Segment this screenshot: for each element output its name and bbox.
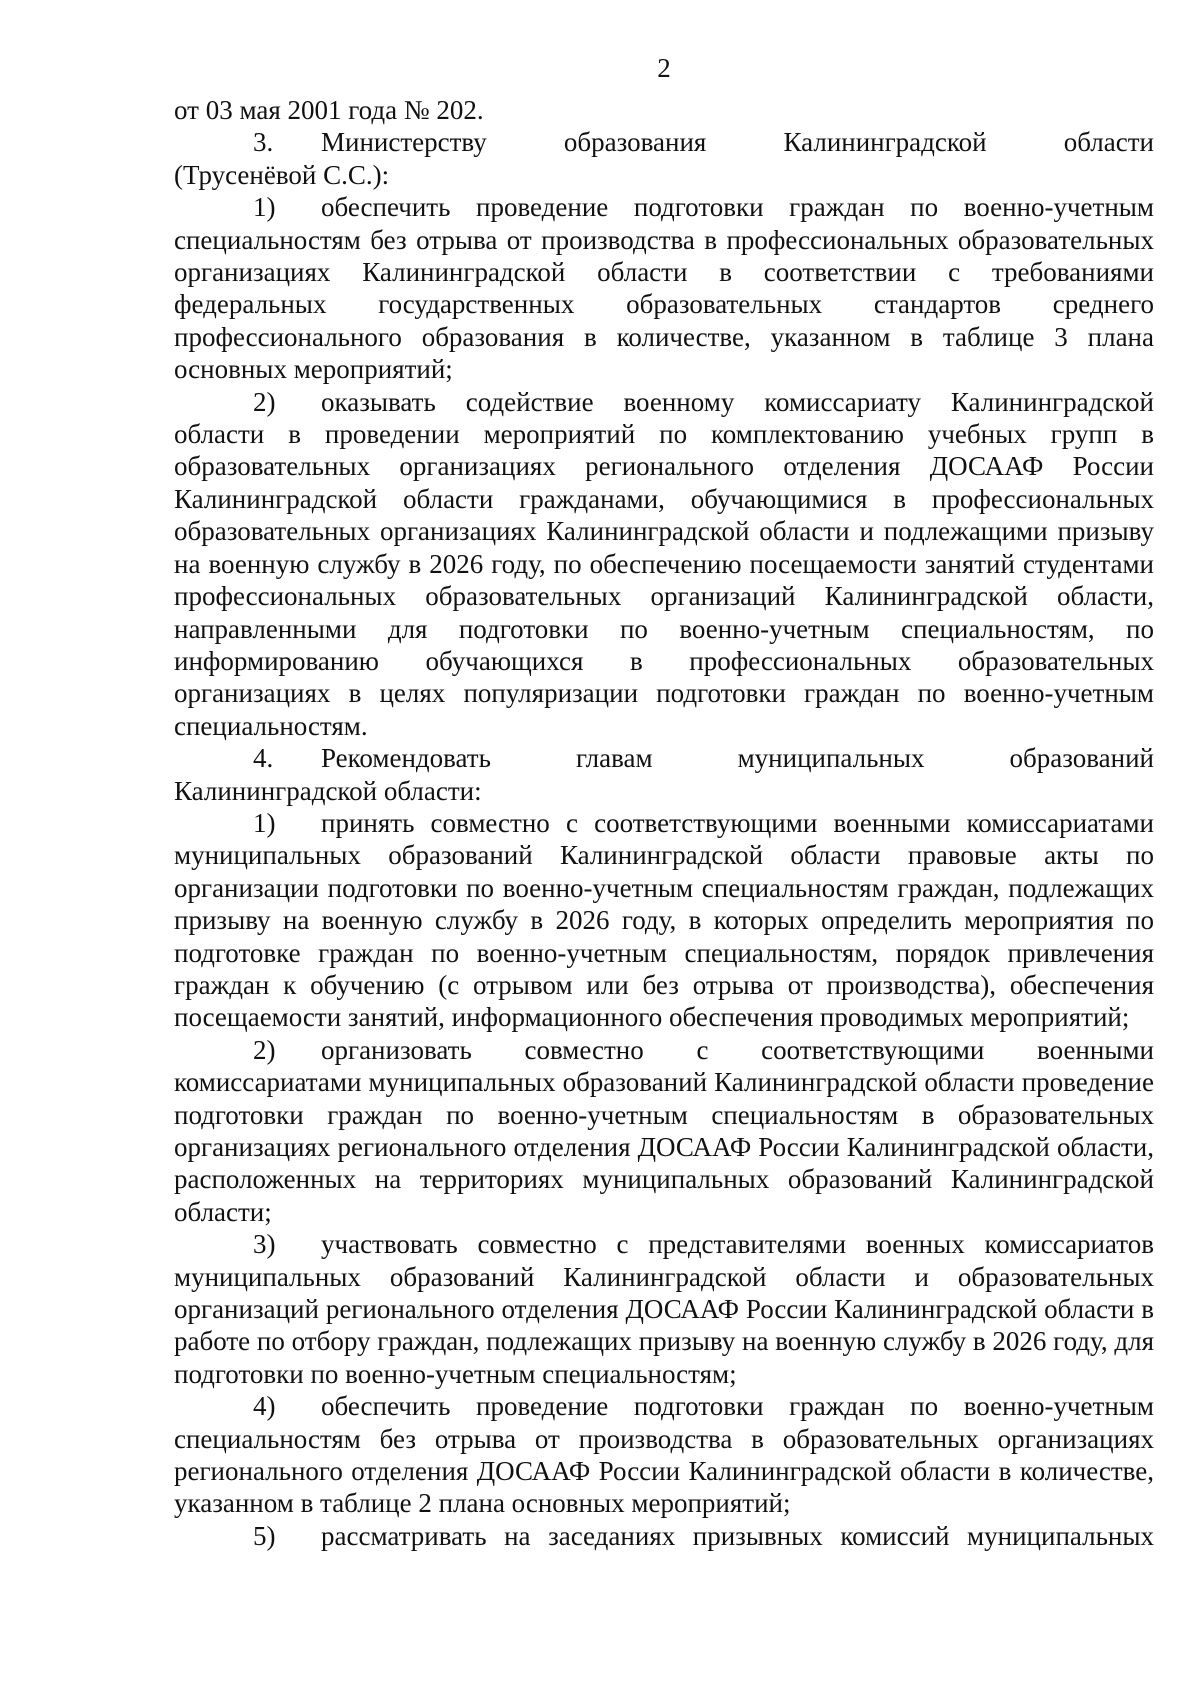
paragraph-text: оказывать содействие военному комиссариату Калининградской области в проведении мероприятий по комплектованию учебных групп в образовательных организациях регионального отделения ДОСААФ России Калининградской области гражданами, обучающимися в профессиональных образовательных организациях Калининградской области и подлежащими призыву на военную службу в 2026 году, по обеспечению посещаемости занятий студентами профессиональных образовательных организаций Калининградской области, направленными для подготовки по военно-учетным специальностям, по информированию обучающихся в профессиональных образовательных организациях в целях популяризации подготовки граждан по военно-учетным специальностям. — [174, 386, 1154, 741]
item-number: 2) — [253, 386, 276, 417]
item-number: 5) — [253, 1520, 276, 1551]
paragraph-item-4-2 — [174, 1034, 1154, 1228]
paragraph-text: от 03 мая 2001 года № 202. — [174, 95, 484, 125]
paragraph-text: обеспечить проведение подготовки граждан по военно-учетным специальностям без отрыва от производства в образовательных организациях регионального отделения ДОСААФ России Калининградской области в количестве, указанном в таблице 2 плана основных мероприятий; — [174, 1391, 1154, 1519]
paragraph-text: Министерству образования Калининградской области — [321, 127, 1154, 158]
paragraph-text: рассматривать на заседаниях призывных комиссий муниципальных — [321, 1520, 1154, 1551]
item-number: 1) — [253, 192, 276, 223]
paragraph-item-3-2 — [174, 386, 1154, 742]
paragraph-item-3 — [174, 126, 1154, 158]
document-page — [174, 52, 1154, 1552]
paragraph-text: (Трусенёвой С.С.): — [174, 159, 390, 190]
paragraph-item-4-5 — [174, 1520, 1154, 1552]
item-number: 2) — [253, 1034, 276, 1065]
page-number: 2 — [657, 53, 671, 83]
item-number: 4) — [253, 1391, 276, 1422]
paragraph-text: обеспечить проведение подготовки граждан по военно-учетным специальностям без отрыва от производства в профессиональных образовательных организациях Калининградской области в соответствии с требованиями федеральных государственных образовательных стандартов среднего профессионального образования в количестве, указанном в таблице 3 плана основных мероприятий; — [174, 192, 1154, 385]
item-number: 3. — [253, 127, 274, 158]
paragraph-item-4-addressee — [174, 775, 1154, 807]
paragraph-item-4 — [174, 742, 1154, 774]
paragraph-item-4-1 — [174, 807, 1154, 1034]
paragraph-text: участвовать совместно с представителями военных комиссариатов муниципальных образований Калининградской области и образовательных организаций регионального отделения ДОСААФ России Калининградской области в работе по отбору граждан, подлежащих призыву на военную службу в 2026 году, для подготовки по военно-учетным специальностям; — [174, 1229, 1154, 1389]
paragraph-text: принять совместно с соответствующими военными комиссариатами муниципальных образований Калининградской области правовые акты по организации подготовки по военно-учетным специальностям граждан, подлежащих призыву на военную службу в 2026 году, в которых определить мероприятия по подготовке граждан по военно-учетным специальностям, порядок привлечения граждан к обучению (с отрывом или без отрыва от производства), обеспечения посещаемости занятий, информационного обеспечения проводимых мероприятий; — [174, 807, 1154, 1033]
item-number: 4. — [253, 743, 274, 774]
paragraph-item-3-1 — [174, 191, 1154, 385]
paragraph-item-4-4 — [174, 1390, 1154, 1520]
paragraph-text: организовать совместно с соответствующими военными комиссариатами муниципальных образований Калининградской области проведение подготовки граждан по военно-учетным специальностям в образовательных организациях регионального отделения ДОСААФ России Калининградской области, расположенных на территориях муниципальных образований Калининградской области; — [174, 1034, 1154, 1227]
paragraph-item-3-addressee — [174, 159, 1154, 191]
paragraph-text: Калининградской области: — [174, 775, 482, 806]
item-number: 1) — [253, 807, 276, 838]
item-number: 3) — [253, 1229, 276, 1260]
paragraph-continuation — [174, 94, 1154, 126]
paragraph-item-4-3 — [174, 1228, 1154, 1390]
paragraph-text: Рекомендовать главам муниципальных образований — [321, 743, 1154, 774]
